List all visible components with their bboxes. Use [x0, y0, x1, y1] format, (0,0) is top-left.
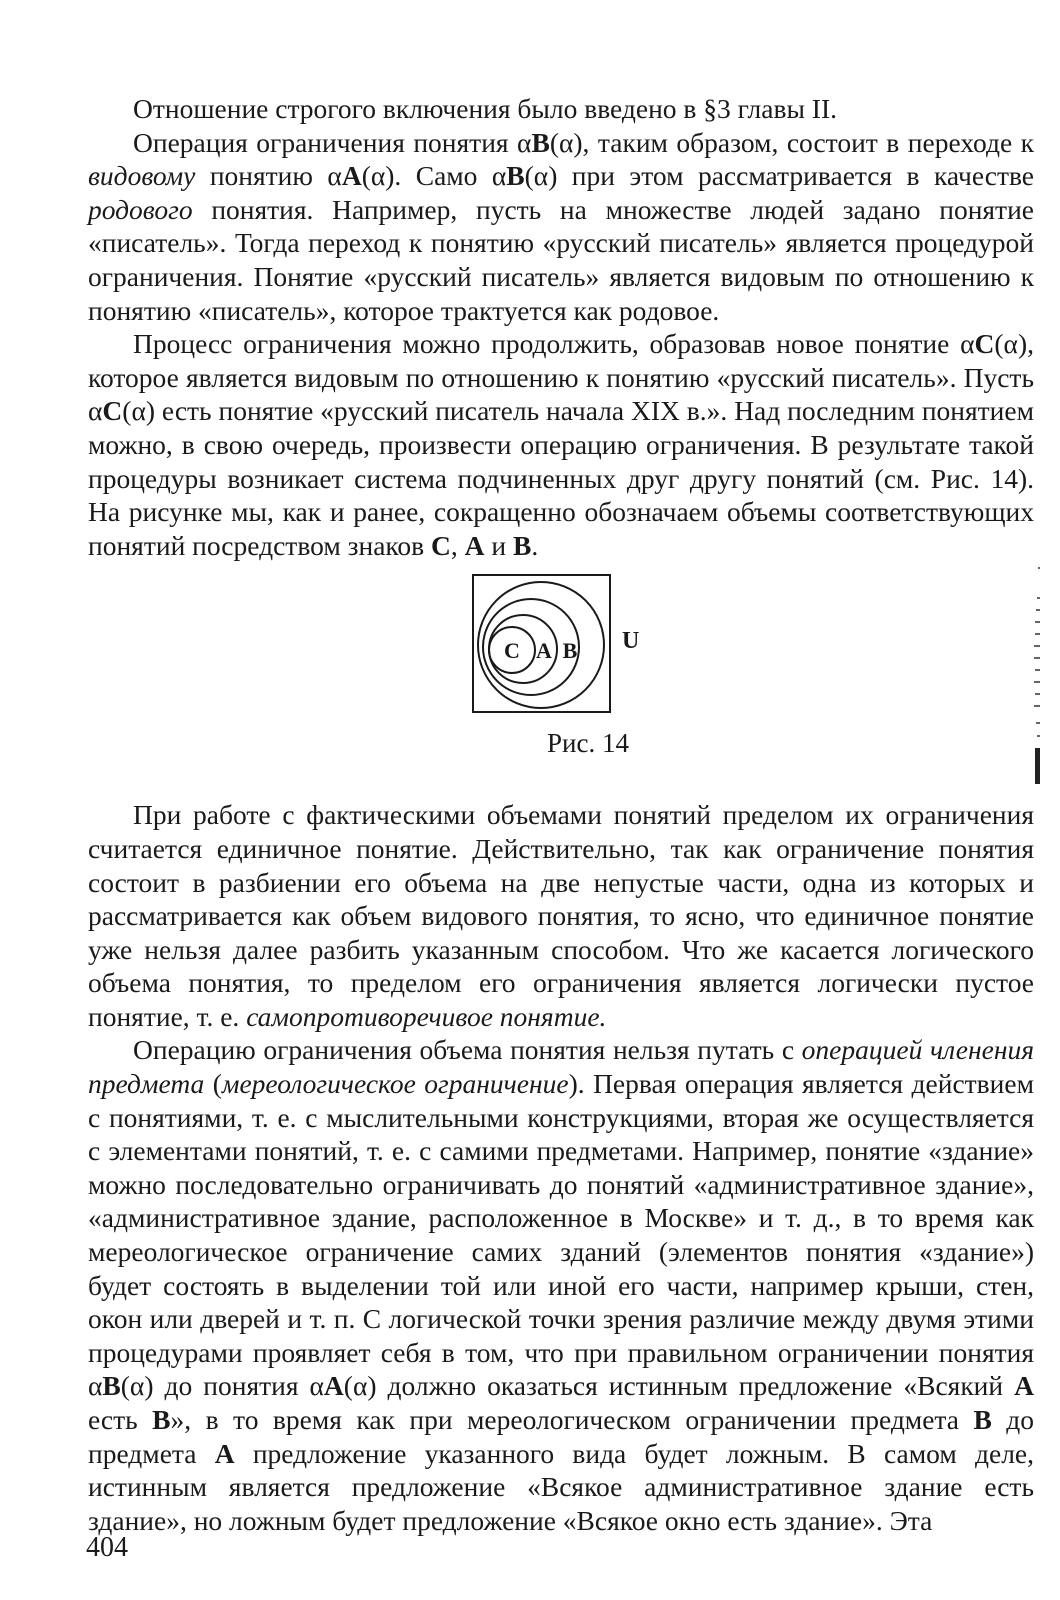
bold-symbol: B — [506, 160, 525, 192]
bold-symbol: A — [323, 1370, 344, 1402]
italic-term: мереологическое ограничение — [221, 1068, 569, 1100]
euler-diagram — [472, 574, 612, 714]
bold-symbol: C — [974, 328, 995, 360]
bold-symbol: B — [152, 1404, 171, 1435]
text-run: Отношение строгого включения было введено в §3 главы II. — [133, 93, 838, 124]
text-run: (α), которое является видовым по отношению к понятию «русский писатель». Пусть α — [88, 328, 1034, 427]
paragraph — [88, 126, 1034, 328]
page-number: 404 — [86, 1532, 128, 1563]
paragraph — [88, 92, 1034, 126]
text-run: ). Первая операция является действием с понятиями, т. е. с мыслительными конструкциями, вторая же осуществляется с элементами понятий, т. е. с самими предметами. Например, понятие «здание» можно последовательно ограничивать до понятий «административное здание», «административное здание, расположенное в Москве» и т. д., в то время как мереологическое ограничение самих зданий (элементов понятия «здание») будет состоять в выделении той или иной его части, например крыши, стен, окон или дверей и т. п. С логической точки зрения различие между двумя этими процедурами проявляет себя в том, что при правильном ограничении понятия α — [88, 1068, 1034, 1402]
text-run: При работе с фактическими объемами понятий пределом их ограничения считается единичное понятие. Действительно, так как ограничение понятия состоит в разбиении его объема на две непустые части, одна из которых и рассматривается как объем видового понятия, то ясно, что единичное понятие уже нельзя далее разбить указанным способом. Что же касается логического объема понятия, то пределом его ограничения является логически пустое понятие, т. е. — [88, 799, 1034, 1032]
text-run: есть — [88, 1404, 153, 1435]
figure-caption: Рис. 14 — [547, 728, 629, 759]
label-u: U — [622, 628, 640, 655]
bold-symbol: A — [341, 160, 362, 192]
paragraph — [88, 327, 1034, 562]
label-a: A — [536, 638, 552, 664]
text-run: Операцию ограничения объема понятия нельзя путать с — [133, 1034, 802, 1066]
bold-symbol: B — [512, 529, 532, 561]
text-run: Процесс ограничения можно продолжить, образовав новое понятие α — [133, 328, 975, 360]
label-b: B — [562, 638, 578, 664]
bold-symbol: B — [973, 1404, 992, 1435]
figure-14 — [88, 562, 1034, 798]
text-run: (α) должно оказаться истинным предложение «Всякий — [343, 1370, 1015, 1402]
paragraph — [88, 798, 1034, 1033]
text-run: и — [484, 529, 513, 561]
text-run: (α) при этом рассматривается в качестве — [524, 160, 1035, 192]
italic-term: родового — [88, 193, 193, 225]
text-run: Операция ограничения понятия α — [133, 126, 532, 158]
bold-symbol: B — [531, 126, 550, 158]
bold-symbol: C — [102, 395, 123, 427]
text-run: , — [450, 529, 465, 561]
italic-term: операцией членения предмета — [88, 1034, 1035, 1100]
page-content — [88, 92, 1034, 1537]
text-run: ( — [204, 1068, 222, 1100]
bold-symbol: B — [102, 1370, 121, 1402]
bold-symbol: C — [431, 529, 451, 561]
label-c: C — [504, 638, 520, 664]
text-run: », в то время как при мереологическом ограничении предмета — [170, 1404, 974, 1435]
text-block-after-figure — [88, 798, 1034, 1537]
italic-term: самопротиворечивое понятие. — [246, 1000, 607, 1032]
text-run: предложение указанного вида будет ложным. В самом деле, истинным является предложение «Всякое административное здание есть здание», но ложным будет предложение «Всякое окно есть здание». Эта — [88, 1437, 1034, 1536]
text-run: (α), таким образом, состоит в переходе к — [549, 126, 1035, 158]
text-run: (α) есть понятие «русский писатель начала XIX в.». Над последним понятием можно, в свою очередь, произвести операцию ограничения. В результате такой процедуры возникает система подчиненных друг другу понятий (см. Рис. 14). На рисунке мы, как и ранее, сокращенно обозначаем объемы соответствующих понятий посредством знаков — [88, 395, 1034, 561]
scan-edge-marks — [1018, 558, 1048, 798]
text-block-before-figure — [88, 92, 1034, 562]
bold-symbol: A — [214, 1437, 235, 1469]
italic-term: видовому — [88, 160, 196, 192]
text-run: (α). Само α — [361, 160, 507, 192]
text-run: (α) до понятия α — [120, 1370, 324, 1402]
text-run: до предмета — [88, 1404, 1035, 1469]
text-run: понятию α — [195, 160, 342, 192]
bold-symbol: A — [464, 529, 485, 561]
text-run: понятия. Например, пусть на множестве людей задано понятие «писатель». Тогда переход к понятию «русский писатель» является процедурой ограничения. Понятие «русский писатель» является видовым по отношению к понятию «писатель», которое трактуется как родовое. — [88, 193, 1034, 326]
bold-symbol: A — [1014, 1370, 1034, 1402]
paragraph — [88, 1033, 1034, 1537]
text-run: . — [531, 529, 539, 561]
